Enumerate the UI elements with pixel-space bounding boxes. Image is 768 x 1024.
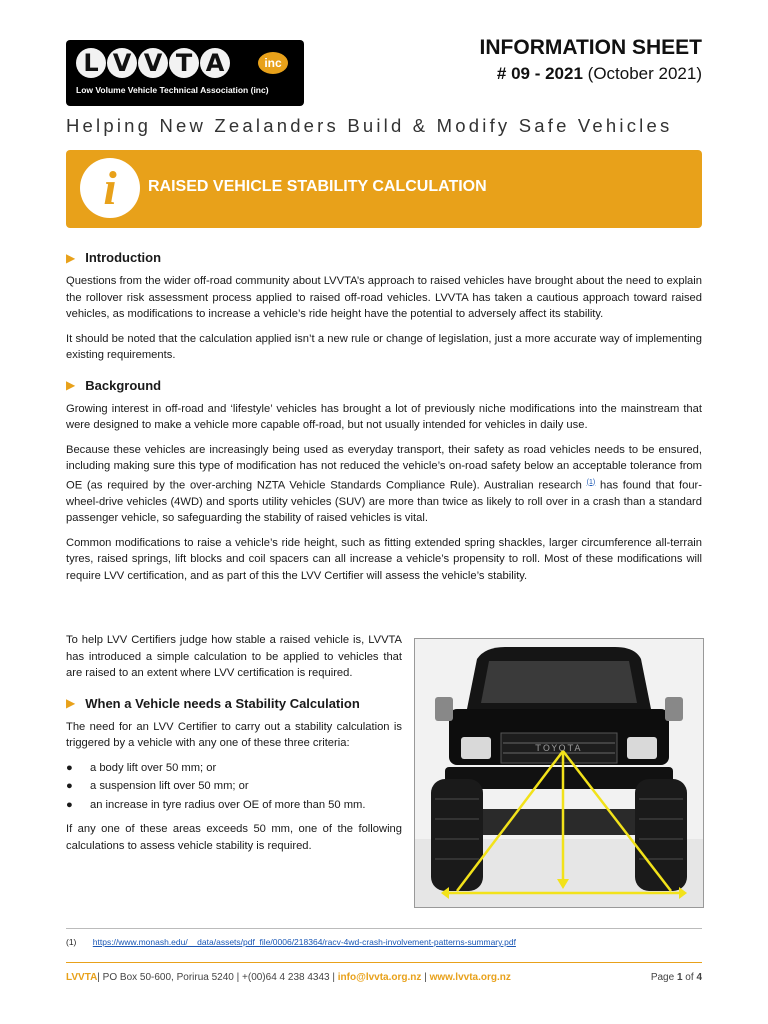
list-item — [66, 760, 402, 777]
left-column — [66, 632, 402, 862]
section-heading-background — [66, 378, 702, 393]
tagline: Helping New Zealanders Build & Modify Safe Vehicles — [66, 115, 673, 136]
footer-email-link[interactable]: info@lvvta.org.nz — [337, 972, 422, 983]
intro-paragraph-2: It should be noted that the calculation applied isn’t a new rule or change of legislation, just a more accurate way of implementing existing requirements. — [66, 332, 702, 361]
logo-letter: L — [76, 48, 106, 78]
logo-letter: V — [138, 48, 168, 78]
logo-subtitle: Low Volume Vehicle Technical Association (inc) — [76, 85, 269, 95]
logo-inc-badge: inc — [258, 52, 288, 74]
background-paragraph-1: Growing interest in off-road and ‘lifestyle’ vehicles has brought a lot of previously niche modifications into the mainstream that were designed to make a vehicle more capable off-road, but not usually intended for vehicles in daily use. — [66, 402, 702, 431]
intro-paragraph-1: Questions from the wider off-road community about LVVTA’s approach to raised vehicles have brought about the need to explain the rollover risk assessment process applied to raised off-road vehicles. LVVTA has taken a cautious approach toward raised vehicles, as modifications to increase a vehicle’s ride height have the potential to adversely affect its stability. — [66, 275, 702, 320]
section-heading-when-needed — [66, 696, 402, 711]
info-icon: i — [80, 158, 140, 218]
bullet-icon: ● — [66, 798, 73, 811]
logo-letter: V — [107, 48, 137, 78]
section-heading-introduction — [66, 250, 702, 265]
background-paragraph-2a: Because these vehicles are increasingly being used as everyday transport, their safety as road vehicles needs to be ensured, including making sure this type of modification has not reduced the vehicle’s on-road safety below an acceptable tolerance from OE (as required by the over-arching NZTA Vehicle Standards Compliance Rule). Australian research — [66, 443, 702, 492]
triangle-right-icon: ▶ — [66, 250, 76, 265]
logo-letter: T — [169, 48, 199, 78]
section-heading-text: Introduction — [85, 250, 162, 265]
sheet-date: (October 2021) — [587, 64, 702, 83]
lvvta-logo — [66, 40, 304, 106]
footnote-reference-link[interactable]: (1) — [586, 478, 596, 486]
triangle-right-icon: ▶ — [66, 696, 76, 710]
footnote-divider — [66, 928, 702, 929]
sheet-title-block — [480, 36, 702, 84]
raised-vehicle-photo — [414, 638, 704, 908]
page-of: of — [682, 972, 697, 983]
footer-contact — [66, 972, 511, 983]
left-paragraph-2: The need for an LVV Certifier to carry out a stability calculation is triggered by a vehicle with any one of these three criteria: — [66, 720, 402, 749]
list-item-text: a body lift over 50 mm; or — [90, 761, 217, 774]
footer-separator: | — [421, 972, 430, 983]
logo-letter: A — [200, 48, 230, 78]
footer-brand: LVVTA — [66, 972, 98, 983]
sheet-number: # 09 - 2021 — [496, 64, 583, 83]
grille-badge: TOYOTA — [535, 744, 583, 754]
list-item-text: a suspension lift over 50 mm; or — [90, 780, 249, 792]
page-number — [651, 972, 702, 983]
footer-divider — [66, 962, 702, 963]
title-banner — [66, 150, 702, 228]
left-paragraph-3: If any one of these areas exceeds 50 mm, one of the following calculations to assess vehicle stability is required. — [66, 823, 402, 852]
page-total: 4 — [696, 972, 702, 983]
bullet-icon: ● — [66, 761, 73, 774]
list-item-text: an increase in tyre radius over OE of more than 50 mm. — [90, 798, 366, 811]
page-current: 1 — [676, 972, 683, 983]
logo-letters — [76, 48, 230, 78]
background-paragraph-2b: has found that four-wheel-drive vehicles (4WD) and sports utility vehicles (SUV) are more than twice as likely to roll over in a crash than a standard passenger vehicle, so safeguarding the stability of raised vehicles is vital. — [66, 479, 702, 525]
criteria-list — [66, 760, 402, 814]
footer-website-link[interactable]: www.lvvta.org.nz — [429, 972, 511, 983]
list-item — [66, 797, 402, 814]
footnote-link[interactable]: https://www.monash.edu/__data/assets/pdf_file/0006/218364/racv-4wd-crash-involvement-patterns-summary.pdf — [92, 937, 516, 947]
footer-address: | PO Box 50-600, Porirua 5240 | +(00)64 4 238 4343 | — [97, 972, 338, 983]
section-heading-text: Background — [85, 377, 162, 393]
main-content — [66, 250, 702, 592]
sheet-number-line — [480, 64, 702, 84]
background-paragraph-3: Common modifications to raise a vehicle’s ride height, such as fitting extended spring shackles, larger circumference all-terrain tyres, raised springs, lift blocks and coil spacers can all increase a vehicle’s propensity to roll. Most of these modifications will require LVV certification, and as part of this the LVV Certifier will assess the vehicle’s stability. — [66, 536, 702, 582]
left-paragraph-1: To help LVV Certifiers judge how stable a raised vehicle is, LVVTA has introduced a simple calculation to be applied to vehicles that are raised to an extent where LVV certification is required. — [66, 634, 402, 679]
bullet-icon: ● — [66, 780, 73, 792]
document-title: RAISED VEHICLE STABILITY CALCULATION — [148, 178, 487, 195]
footnote — [66, 937, 516, 947]
section-heading-text: When a Vehicle needs a Stability Calculation — [85, 695, 360, 711]
vehicle-illustration — [415, 639, 703, 907]
sheet-label: INFORMATION SHEET — [479, 36, 702, 59]
triangle-right-icon: ▶ — [66, 378, 76, 392]
footnote-number: (1) — [66, 937, 77, 947]
background-paragraph-2 — [66, 442, 702, 527]
page-prefix: Page — [650, 972, 677, 983]
list-item — [66, 778, 402, 795]
